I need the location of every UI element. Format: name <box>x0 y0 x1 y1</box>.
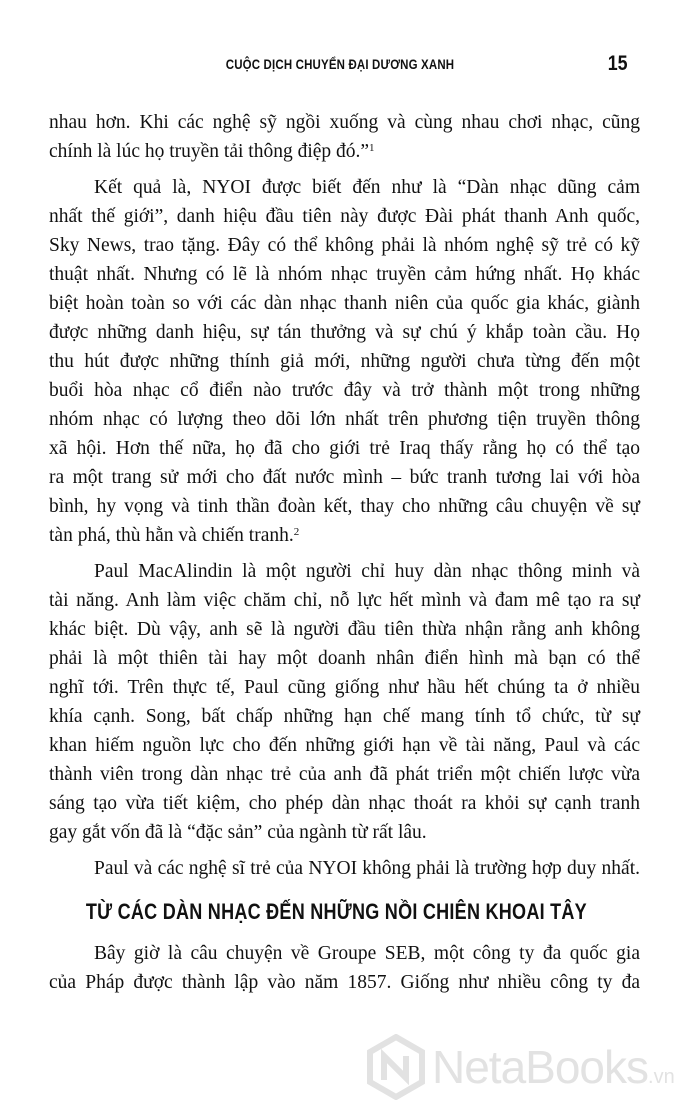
text-line <box>49 644 640 673</box>
text-line <box>49 492 640 521</box>
line-text: của Pháp được thành lập vào năm 1857. Giống như nhiều công ty đa <box>49 972 640 993</box>
text-line <box>49 289 640 318</box>
line-text: được những danh hiệu, sự tán thưởng và sự chú ý khắp toàn cầu. Họ <box>49 322 640 343</box>
paragraph <box>49 854 640 883</box>
text-line <box>49 818 640 847</box>
line-text: Kết quả là, NYOI được biết đến như là “Dàn nhạc dũng cảm <box>94 177 640 198</box>
text-line <box>49 260 640 289</box>
line-text: khan hiếm nguồn lực cho đến những giới hạn về tài năng, Paul và các <box>49 735 640 756</box>
text-line <box>49 108 640 137</box>
text-line <box>49 586 640 615</box>
line-text: nhau hơn. Khi các nghệ sỹ ngồi xuống và cùng nhau chơi nhạc, cũng <box>49 112 640 133</box>
line-text: chính là lúc họ truyền tải thông điệp đó.” <box>49 141 370 162</box>
line-text: tài năng. Anh làm việc chăm chỉ, nỗ lực hết mình và đam mê tạo ra sự <box>49 590 640 611</box>
text-line <box>49 405 640 434</box>
text-line <box>49 463 640 492</box>
watermark-text <box>432 1040 675 1094</box>
text-line <box>49 789 640 818</box>
text-line <box>49 615 640 644</box>
paragraphs-before <box>49 108 640 883</box>
line-text: nghĩ tới. Trên thực tế, Paul cũng giống như hầu hết chúng ta ở nhiều <box>49 677 640 698</box>
netabooks-watermark <box>366 1034 696 1104</box>
text-line <box>49 376 640 405</box>
line-text: gay gắt vốn đã là “đặc sản” của ngành từ rất lâu. <box>49 822 427 843</box>
running-head-title: CUỘC DỊCH CHUYỂN ĐẠI DƯƠNG XANH <box>225 56 455 72</box>
text-line <box>49 173 640 202</box>
line-text: Paul và các nghệ sĩ trẻ của NYOI không phải là trường hợp duy nhất. <box>94 858 640 879</box>
text-line <box>49 521 640 550</box>
text-line <box>49 854 640 883</box>
footnote-marker: 2 <box>293 526 300 538</box>
line-text: khía cạnh. Song, bất chấp những hạn chế mang tính tổ chức, từ sự <box>49 706 640 727</box>
text-line <box>49 968 640 997</box>
paragraph <box>49 939 640 997</box>
netabooks-logo-icon <box>366 1034 426 1100</box>
text-line <box>49 731 640 760</box>
text-line <box>49 137 640 166</box>
footnote-marker: 1 <box>369 142 375 154</box>
page-number: 15 <box>607 52 628 75</box>
text-line <box>49 673 640 702</box>
line-text: thuật nhất. Nhưng có lẽ là nhóm nhạc truyền cảm hứng nhất. Họ khác <box>49 264 640 285</box>
paragraph <box>49 173 640 550</box>
text-line <box>49 434 640 463</box>
watermark-suffix: .vn <box>648 1066 675 1088</box>
line-text: xã hội. Hơn thế nữa, họ đã cho giới trẻ Iraq thấy rằng họ có thể tạo <box>49 438 640 459</box>
text-line <box>49 347 640 376</box>
line-text: buổi hòa nhạc cổ điển nào trước đây và trở thành một trong những <box>49 380 640 401</box>
line-text: nhất thế giới”, danh hiệu đầu tiên này được Đài phát thanh Anh quốc, <box>49 206 640 227</box>
line-text: Bây giờ là câu chuyện về Groupe SEB, một công ty đa quốc gia <box>94 943 640 964</box>
text-line <box>49 760 640 789</box>
line-text: nhóm nhạc có lượng theo dõi lớn nhất trên phương tiện truyền thông <box>49 409 640 430</box>
running-head <box>0 54 700 78</box>
paragraphs-after <box>49 939 640 997</box>
text-line <box>49 318 640 347</box>
line-text: ra một trang sử mới cho đất nước mình – bức tranh tương lai với hòa <box>49 467 640 488</box>
section-heading: TỪ CÁC DÀN NHẠC ĐẾN NHỮNG NỒI CHIÊN KHOAI TÂY <box>85 899 587 924</box>
line-text: thu hút được những thính giả mới, những người chưa từng đến một <box>49 351 640 372</box>
paragraph <box>49 557 640 847</box>
line-text: biệt hoàn toàn so với các dàn nhạc thanh niên của quốc gia khác, giành <box>49 293 640 314</box>
line-text: thành viên trong dàn nhạc trẻ của anh đã phát triển một chiến lược vừa <box>49 764 640 785</box>
text-line <box>49 202 640 231</box>
text-line <box>49 939 640 968</box>
text-line <box>49 557 640 586</box>
line-text: bình, hy vọng và tinh thần đoàn kết, thay cho những câu chuyện về sự <box>49 496 640 517</box>
line-text: sáng tạo vừa tiết kiệm, cho phép dàn nhạc thoát ra khỏi sự cạnh tranh <box>49 793 640 814</box>
text-line <box>49 702 640 731</box>
line-text: khác biệt. Dù vậy, anh sẽ là người đầu tiên thừa nhận rằng anh không <box>49 619 640 640</box>
paragraph <box>49 108 640 166</box>
text-line <box>49 231 640 260</box>
watermark-brand: NetaBooks <box>432 1041 649 1093</box>
page-body <box>49 108 640 1004</box>
line-text: Sky News, trao tặng. Đây có thể không phải là nhóm nghệ sỹ trẻ có kỹ <box>49 235 640 256</box>
line-text: tàn phá, thù hằn và chiến tranh. <box>49 525 294 546</box>
line-text: Paul MacAlindin là một người chỉ huy dàn nhạc thông minh và <box>94 561 640 582</box>
line-text: phải là một thiên tài hay một doanh nhân điển hình mà bạn có thể <box>49 648 640 669</box>
